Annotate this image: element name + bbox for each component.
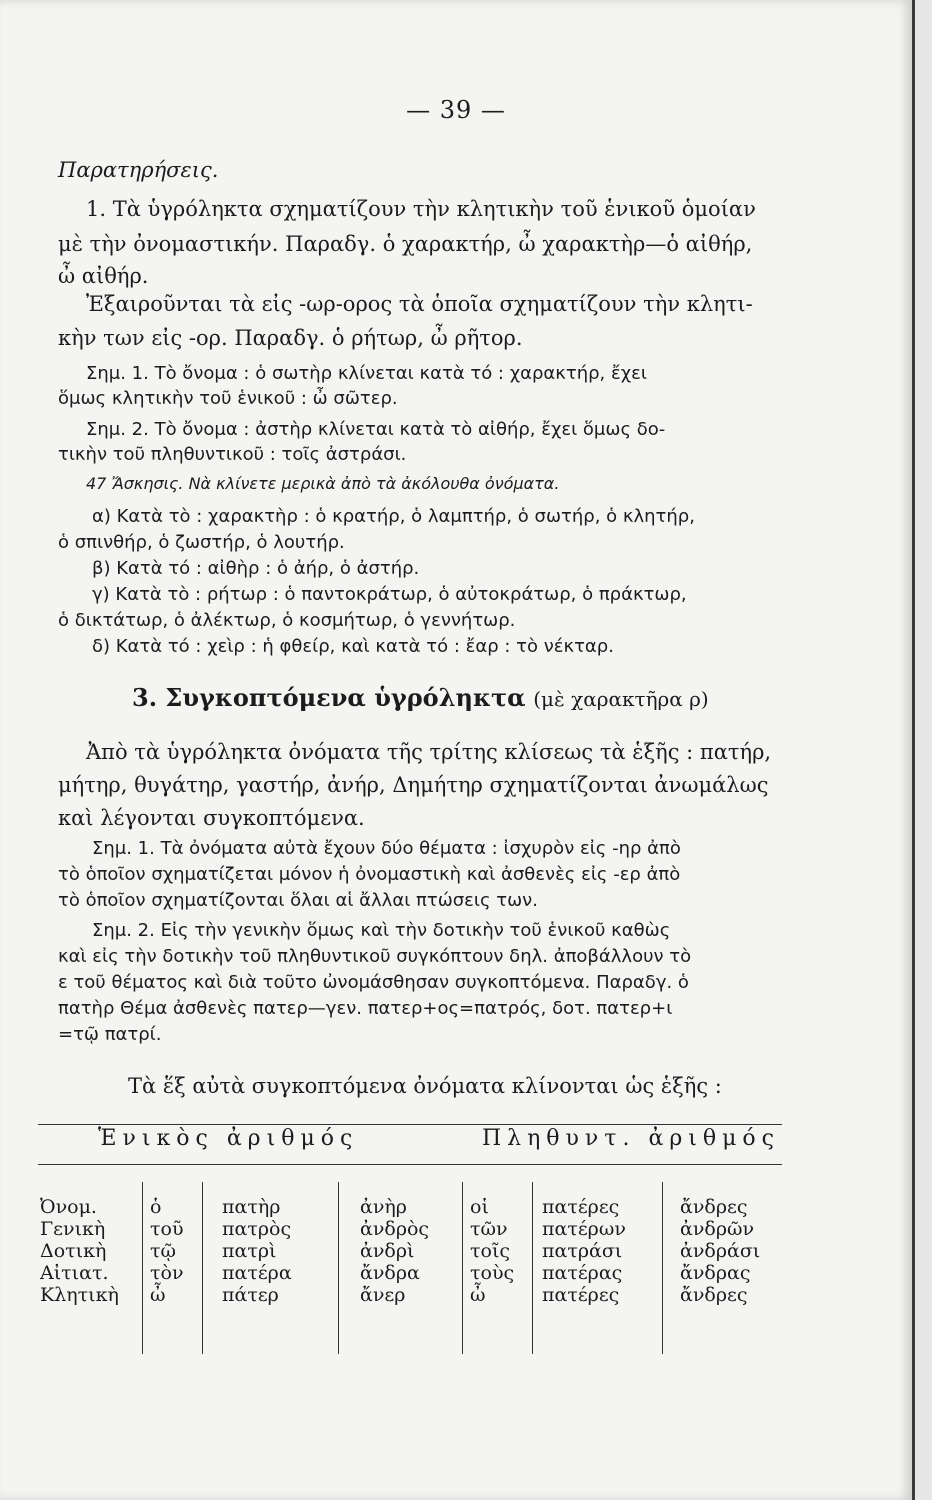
pl-aner-acc: ἄνδρας	[680, 1262, 751, 1284]
sg-aner-dat: ἀνδρὶ	[360, 1240, 415, 1262]
case-nom: Ὀνομ.	[40, 1196, 97, 1218]
sg-pater-acc: πατέρα	[222, 1262, 292, 1284]
note4-line-2: καὶ εἰς τὴν δοτικὴν τοῦ πληθυντικοῦ συγκόπτουν δηλ. ἀποβάλλουν τὸ	[58, 946, 692, 967]
pl-pater-nom: πατέρες	[542, 1196, 620, 1218]
col-cases	[40, 1196, 119, 1306]
case-voc: Κλητικὴ	[40, 1284, 119, 1306]
note2-line-1: Σημ. 2. Τὸ ὄνομα : ἀστὴρ κλίνεται κατὰ τὸ αἰθήρ, ἔχει ὅμως δο-	[86, 419, 666, 440]
note4-line-4: πατὴρ Θέμα ἀσθενὲς πατερ—γεν. πατερ+ος=πατρός, δοτ. πατερ+ι	[58, 998, 673, 1019]
col-sg-aner	[360, 1196, 429, 1306]
note3-line-3: τὸ ὁποῖον σχηματίζονται ὅλαι αἱ ἄλλαι πτώσεις των.	[58, 890, 538, 911]
col-pl-article	[470, 1196, 514, 1306]
col-divider-4	[462, 1182, 463, 1354]
col-sg-article	[150, 1196, 184, 1306]
case-dat: Δοτικὴ	[40, 1240, 107, 1262]
note3-line-2: τὸ ὁποῖον σχηματίζεται μόνον ἡ ὀνομαστικὴ καὶ ἀσθενὲς εἰς -ερ ἀπὸ	[58, 864, 681, 885]
section-3-main: 3. Συγκοπτόμενα ὑγρόληκτα	[132, 683, 526, 712]
pl-aner-voc: ἄνδρες	[680, 1284, 748, 1306]
para1-line-1: 1. Τὰ ὑγρόληκτα σχηματίζουν τὴν κλητικὴν τοῦ ἑνικοῦ ὁμοίαν	[86, 197, 756, 221]
intro-line-3	[58, 806, 365, 830]
exercise-line-a2: ὁ σπινθήρ, ὁ ζωστήρ, ὁ λουτήρ.	[58, 532, 345, 553]
note1-line-2: ὅμως κλητικὴν τοῦ ἑνικοῦ : ὦ σῶτερ.	[58, 388, 398, 409]
intro-line-2	[58, 773, 768, 797]
sg-aner-nom: ἀνὴρ	[360, 1196, 407, 1218]
singular-header: Ἑνικὸς ἀριθμός	[98, 1126, 359, 1151]
case-gen: Γενικὴ	[40, 1218, 106, 1240]
pl-pater-voc: πατέρες	[542, 1284, 620, 1306]
observations-heading: Παρατηρήσεις.	[58, 158, 219, 182]
exercise-line-c2: ὁ δικτάτωρ, ὁ ἀλέκτωρ, ὁ κοσμήτωρ, ὁ γεννήτωρ.	[58, 610, 516, 631]
pl-aner-gen: ἀνδρῶν	[680, 1218, 755, 1240]
pl-pater-acc: πατέρας	[542, 1262, 623, 1284]
pl-aner-nom: ἄνδρες	[680, 1196, 748, 1218]
para1-line-2: μὲ τὴν ὀνομαστικήν. Παραδγ. ὁ χαρακτήρ, ὦ χαρακτὴρ—ὁ αἰθήρ,	[58, 232, 753, 256]
pl-article-acc: τοὺς	[470, 1262, 515, 1284]
note3-line-1: Σημ. 1. Τὰ ὀνόματα αὐτὰ ἔχουν δύο θέματα : ἰσχυρὸν εἰς -ηρ ἀπὸ	[92, 838, 681, 859]
col-divider-3	[338, 1182, 339, 1354]
pl-article-nom: οἱ	[470, 1196, 489, 1218]
sg-article-dat: τῷ	[150, 1240, 177, 1262]
pl-article-voc: ὦ	[470, 1284, 486, 1306]
pl-pater-gen: πατέρων	[542, 1218, 626, 1240]
col-sg-pater	[222, 1196, 292, 1306]
intro-line-2-text: μήτηρ, θυγάτηρ, γαστήρ, ἀνήρ, Δημήτηρ σχηματίζονται ἀνωμάλως	[58, 773, 769, 797]
sg-aner-gen: ἀνδρὸς	[360, 1218, 430, 1240]
col-divider-2	[202, 1182, 203, 1354]
para1-line-4: Ἐξαιροῦνται τὰ εἰς -ωρ-ορος τὰ ὁποῖα σχηματίζουν τὴν κλητι-	[86, 292, 753, 316]
sg-pater-nom: πατὴρ	[222, 1196, 281, 1218]
case-acc: Αἰτιατ.	[40, 1262, 109, 1284]
sg-pater-gen: πατρὸς	[222, 1218, 292, 1240]
para1-line-5: κὴν των εἰς -ορ. Παραδγ. ὁ ρήτωρ, ὦ ρῆτορ.	[58, 326, 523, 350]
intro-line-3-text: καὶ λέγονται συγκοπτόμενα.	[58, 806, 365, 830]
note4-line-5: =τῷ πατρί.	[58, 1024, 162, 1045]
col-pl-pater	[542, 1196, 626, 1306]
sg-article-voc: ὦ	[150, 1284, 166, 1306]
table-intro: Τὰ ἕξ αὐτὰ συγκοπτόμενα ὀνόματα κλίνονται ὡς ἑξῆς :	[128, 1074, 722, 1098]
note4-line-1: Σημ. 2. Εἰς τὴν γενικὴν ὅμως καὶ τὴν δοτικὴν τοῦ ἑνικοῦ καθὼς	[92, 920, 671, 941]
exercise-line-d: δ) Κατὰ τό : χεὶρ : ἡ φθείρ, καὶ κατὰ τό : ἔαρ : τὸ νέκταρ.	[92, 636, 614, 657]
para1-line-3: ὦ αἰθήρ.	[58, 264, 149, 288]
exercise-line-c: γ) Κατὰ τὸ : ρήτωρ : ὁ παντοκράτωρ, ὁ αὐτοκράτωρ, ὁ πράκτωρ,	[92, 584, 687, 605]
sg-article-gen: τοῦ	[150, 1218, 184, 1240]
table-header-rule	[38, 1164, 782, 1165]
page-number: — 39 —	[406, 96, 506, 124]
table-top-rule	[38, 1124, 782, 1125]
section-3-sub: (μὲ χαρακτῆρα ρ)	[533, 687, 709, 711]
pl-aner-dat: ἀνδράσι	[680, 1240, 761, 1262]
sg-aner-acc: ἄνδρα	[360, 1262, 420, 1284]
declension-table	[38, 1124, 782, 1352]
exercise-line-b: β) Κατὰ τό : αἰθὴρ : ὁ ἀήρ, ὁ ἀστήρ.	[92, 558, 420, 579]
sg-pater-dat: πατρὶ	[222, 1240, 277, 1262]
sg-article-nom: ὁ	[150, 1196, 162, 1218]
col-divider-5	[532, 1182, 533, 1354]
pl-article-dat: τοῖς	[470, 1240, 511, 1262]
sg-aner-voc: ἄνερ	[360, 1284, 406, 1306]
sg-pater-voc: πάτερ	[222, 1284, 279, 1306]
col-divider-6	[662, 1182, 663, 1354]
exercise-heading: 47 Ἄσκησις. Νὰ κλίνετε μερικὰ ἀπὸ τὰ ἀκόλουθα ὀνόματα.	[86, 474, 560, 493]
col-divider-1	[142, 1182, 143, 1354]
intro-line-1	[86, 740, 771, 764]
pl-article-gen: τῶν	[470, 1218, 508, 1240]
exercise-line-a: α) Κατὰ τὸ : χαρακτὴρ : ὁ κρατήρ, ὁ λαμπτήρ, ὁ σωτήρ, ὁ κλητήρ,	[92, 506, 695, 527]
note1-line-1: Σημ. 1. Τὸ ὄνομα : ὁ σωτὴρ κλίνεται κατὰ τό : χαρακτήρ, ἔχει	[86, 363, 647, 384]
note2-line-2: τικὴν τοῦ πληθυντικοῦ : τοῖς ἀστράσι.	[58, 444, 407, 465]
col-pl-aner	[680, 1196, 760, 1306]
pl-pater-dat: πατράσι	[542, 1240, 623, 1262]
intro-line-1-text: Ἀπὸ τὰ ὑγρόληκτα ὀνόματα τῆς τρίτης κλίσεως τὰ ἑξῆς : πατήρ,	[86, 740, 772, 764]
sg-article-acc: τὸν	[150, 1262, 184, 1284]
section-3-title	[132, 683, 709, 712]
plural-header: Πληθυντ. ἀριθμός	[482, 1126, 780, 1151]
note4-line-3: ε τοῦ θέματος καὶ διὰ τοῦτο ὠνομάσθησαν συγκοπτόμενα. Παραδγ. ὁ	[58, 972, 689, 993]
